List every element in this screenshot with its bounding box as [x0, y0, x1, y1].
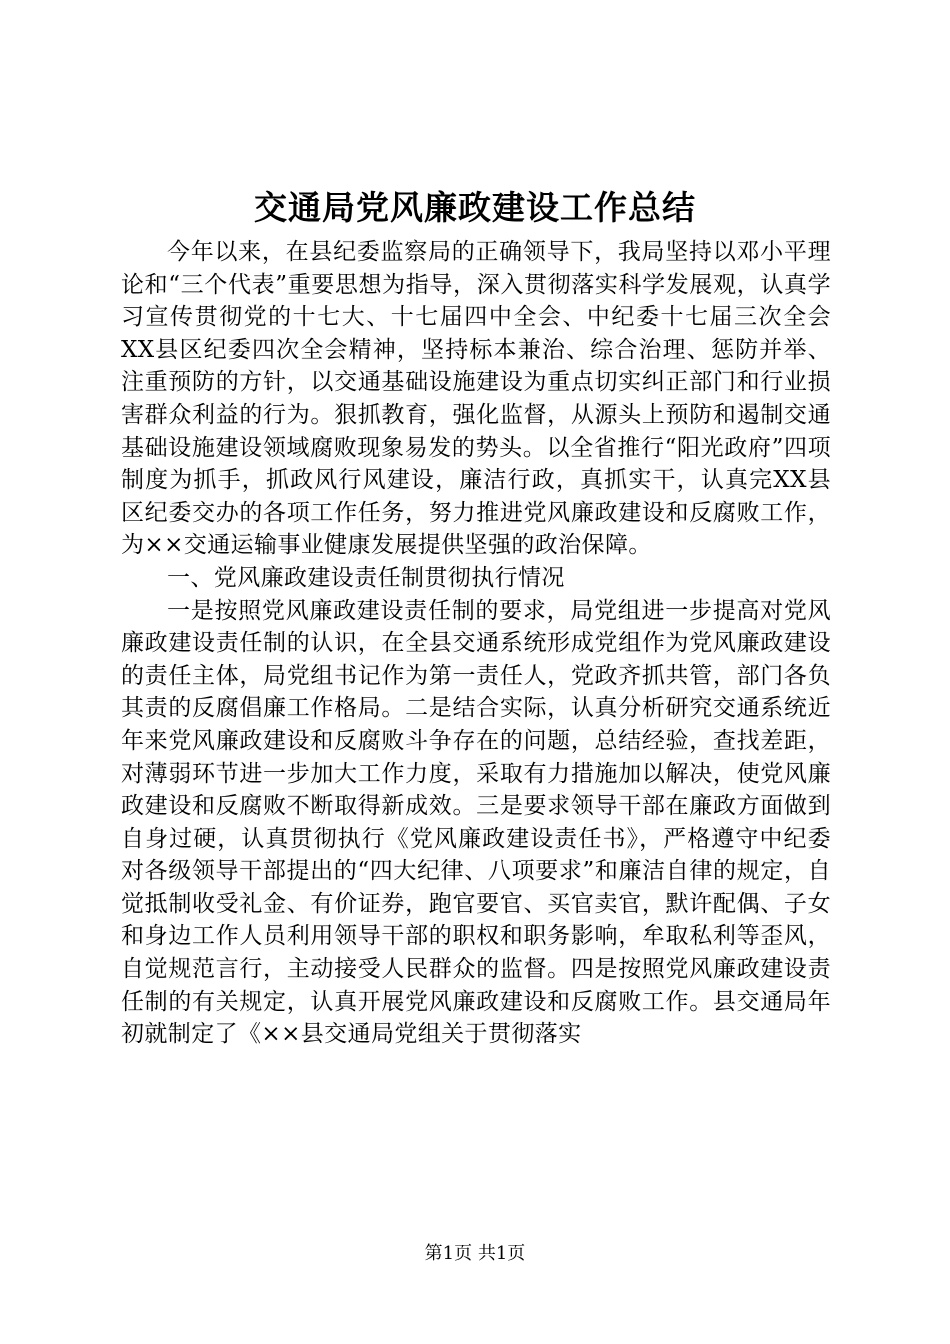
section-heading: 一、党风廉政建设责任制贯彻执行情况 [167, 564, 565, 591]
section-paragraph: 一是按照党风廉政建设责任制的要求，局党组进一步提高对党风廉政建设责任制的认识，在全县交通系统形成党组作为党风廉政建设的责任主体，局党组书记作为第一责任人，党政齐抓共管，部门各负其责的反腐倡廉工作格局。二是结合实际，认真分析研究交通系统近年来党风廉政建设和反腐败斗争存在的问题，总结经验，查找差距，对薄弱环节进一步加大工作力度，采取有力措施加以解决，使党风廉政建设和反腐败不断取得新成效。三是要求领导干部在廉政方面做到自身过硬，认真贯彻执行《党风廉政建设责任书》，严格遵守中纪委对各级领导干部提出的“四大纪律、八项要求”和廉洁自律的规定，自觉抵制收受礼金、有价证券，跑官要官、买官卖官，默许配偶、子女和身边工作人员利用领导干部的职权和职务影响，牟取私利等歪风，自觉规范言行，主动接受人民群众的监督。四是按照党风廉政建设责任制的有关规定，认真开展党风廉政建设和反腐败工作。县交通局年初就制定了《××县交通局党组关于贯彻落实 [121, 597, 831, 1048]
document-body [121, 236, 831, 1051]
intro-paragraph: 今年以来，在县纪委监察局的正确领导下，我局坚持以邓小平理论和“三个代表”重要思想为指导，深入贯彻落实科学发展观，认真学习宣传贯彻党的十七大、十七届四中全会、中纪委十七届三次全会XX县区纪委四次全会精神，坚持标本兼治、综合治理、惩防并举、注重预防的方针，以交通基础设施建设为重点切实纠正部门和行业损害群众利益的行为。狠抓教育，强化监督，从源头上预防和遏制交通基础设施建设领域腐败现象易发的势头。以全省推行“阳光政府”四项制度为抓手，抓政风行风建设，廉洁行政，真抓实干，认真完XX县区纪委交办的各项工作任务，努力推进党风廉政建设和反腐败工作，为××交通运输事业健康发展提供坚强的政治保障。 [121, 239, 831, 559]
page-number: 第1页 共1页 [424, 1243, 526, 1264]
document-title: 交通局党风廉政建设工作总结 [254, 188, 696, 227]
